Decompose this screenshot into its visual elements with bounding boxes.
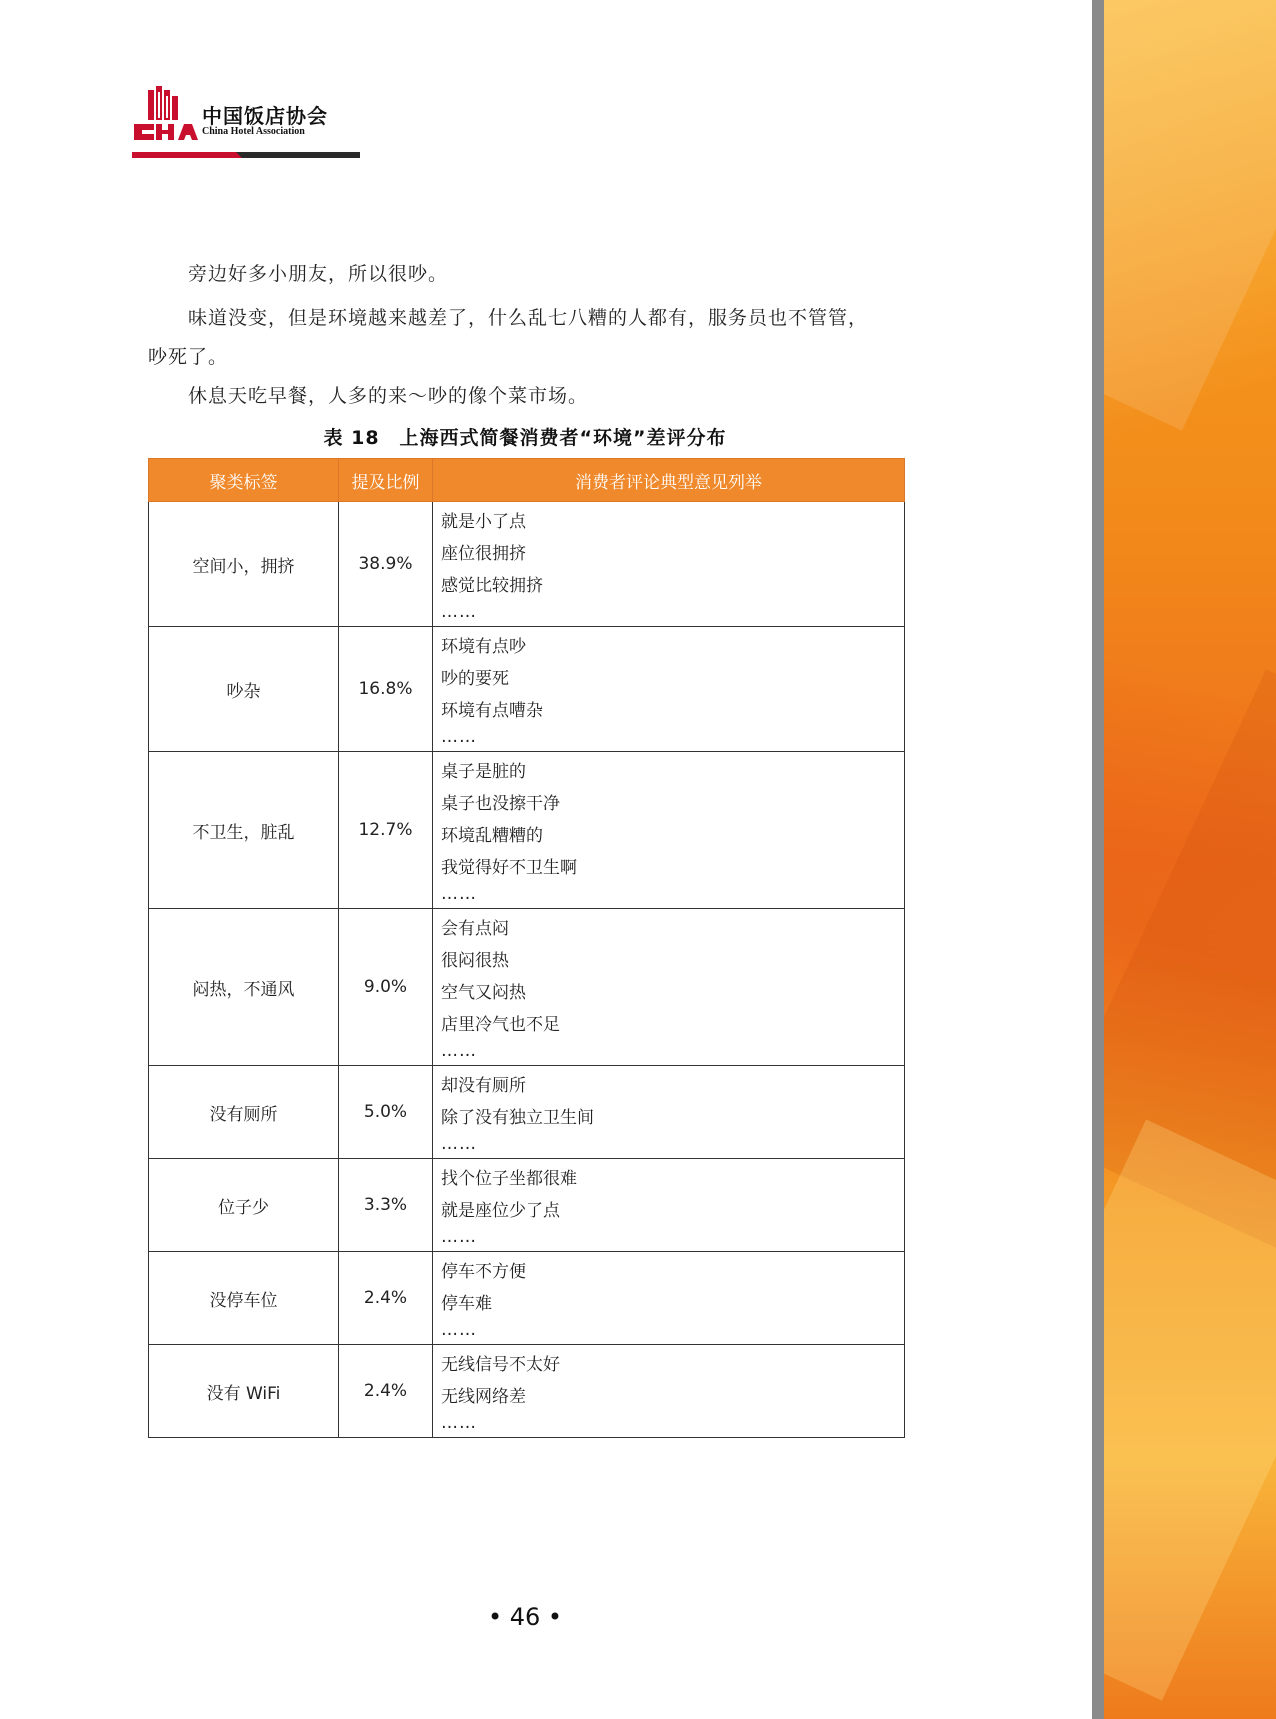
cluster-tag-cell: 吵杂: [149, 627, 339, 752]
body-paragraph: 吵死了。: [148, 346, 229, 368]
comment-line: 就是小了点: [441, 512, 526, 532]
table-row: [149, 1345, 905, 1438]
complaint-distribution-table: [148, 458, 905, 1438]
decorative-orange-band: [1104, 0, 1276, 1719]
cluster-tag-cell: 位子少: [149, 1159, 339, 1252]
mention-ratio-cell: 38.9%: [339, 502, 433, 627]
comment-line: 无线网络差: [441, 1387, 526, 1407]
comment-line: 店里冷气也不足: [441, 1015, 560, 1035]
typical-comments-cell: [433, 909, 905, 1066]
comment-line: 我觉得好不卫生啊: [441, 858, 577, 878]
typical-comments-cell: [433, 1066, 905, 1159]
comment-ellipsis: ……: [441, 602, 477, 622]
comment-line: 桌子也没擦干净: [441, 794, 560, 814]
cluster-tag-cell: 没有厕所: [149, 1066, 339, 1159]
comment-line: 就是座位少了点: [441, 1201, 560, 1221]
comment-line: 却没有厕所: [441, 1076, 526, 1096]
comment-ellipsis: ……: [441, 1413, 477, 1433]
table-row: [149, 1252, 905, 1345]
comment-ellipsis: ……: [441, 1320, 477, 1340]
comment-ellipsis: ……: [441, 884, 477, 904]
typical-comments-cell: [433, 1252, 905, 1345]
table-body: [149, 502, 905, 1438]
comment-ellipsis: ……: [441, 1227, 477, 1247]
comment-line: 环境有点吵: [441, 637, 526, 657]
comment-ellipsis: ……: [441, 1041, 477, 1061]
header-rule: [132, 150, 360, 158]
cluster-tag-cell: 闷热，不通风: [149, 909, 339, 1066]
org-name-cn: 中国饭店协会: [202, 104, 328, 128]
column-header: 聚类标签: [149, 459, 339, 502]
comment-line: 停车难: [441, 1294, 492, 1314]
column-header: 消费者评论典型意见列举: [433, 459, 905, 502]
comment-line: 桌子是脏的: [441, 762, 526, 782]
table-caption: 表 18 上海西式简餐消费者“环境”差评分布: [323, 427, 727, 449]
cha-logo: [132, 86, 360, 158]
mention-ratio-cell: 9.0%: [339, 909, 433, 1066]
comment-line: 感觉比较拥挤: [441, 576, 543, 596]
table-row: [149, 909, 905, 1066]
typical-comments-cell: [433, 1159, 905, 1252]
comment-line: 空气又闷热: [441, 983, 526, 1003]
comment-line: 无线信号不太好: [441, 1355, 560, 1375]
comment-line: 找个位子坐都很难: [441, 1169, 577, 1189]
cluster-tag-cell: 不卫生，脏乱: [149, 752, 339, 909]
body-paragraph: 休息天吃早餐，人多的来～吵的像个菜市场。: [188, 385, 589, 407]
mention-ratio-cell: 12.7%: [339, 752, 433, 909]
side-divider-strip: [1092, 0, 1104, 1719]
comment-line: 吵的要死: [441, 669, 509, 689]
comment-line: 除了没有独立卫生间: [441, 1108, 594, 1128]
comment-line: 环境乱糟糟的: [441, 826, 543, 846]
comment-ellipsis: ……: [441, 1134, 477, 1154]
cluster-tag-cell: 没停车位: [149, 1252, 339, 1345]
comment-line: 座位很拥挤: [441, 544, 526, 564]
table-row: [149, 752, 905, 909]
comment-line: 会有点闷: [441, 919, 509, 939]
table-row: [149, 1159, 905, 1252]
mention-ratio-cell: 2.4%: [339, 1345, 433, 1438]
mention-ratio-cell: 3.3%: [339, 1159, 433, 1252]
comment-line: 停车不方便: [441, 1262, 526, 1282]
page-number: • 46 •: [487, 1603, 563, 1631]
comment-ellipsis: ……: [441, 727, 477, 747]
cluster-tag-cell: 空间小，拥挤: [149, 502, 339, 627]
mention-ratio-cell: 2.4%: [339, 1252, 433, 1345]
column-header: 提及比例: [339, 459, 433, 502]
cluster-tag-cell: 没有 WiFi: [149, 1345, 339, 1438]
comment-line: 很闷很热: [441, 951, 509, 971]
mention-ratio-cell: 16.8%: [339, 627, 433, 752]
body-paragraph: 味道没变，但是环境越来越差了，什么乱七八糟的人都有，服务员也不管管，: [188, 307, 869, 329]
comment-line: 环境有点嘈杂: [441, 701, 543, 721]
cha-logo-icon: [132, 86, 202, 142]
mention-ratio-cell: 5.0%: [339, 1066, 433, 1159]
typical-comments-cell: [433, 1345, 905, 1438]
table-row: [149, 502, 905, 627]
typical-comments-cell: [433, 627, 905, 752]
table-row: [149, 627, 905, 752]
org-name-en: China Hotel Association: [202, 126, 305, 137]
body-paragraph: 旁边好多小朋友，所以很吵。: [188, 263, 449, 285]
typical-comments-cell: [433, 752, 905, 909]
table-row: [149, 1066, 905, 1159]
table-header-row: [149, 459, 905, 502]
typical-comments-cell: [433, 502, 905, 627]
